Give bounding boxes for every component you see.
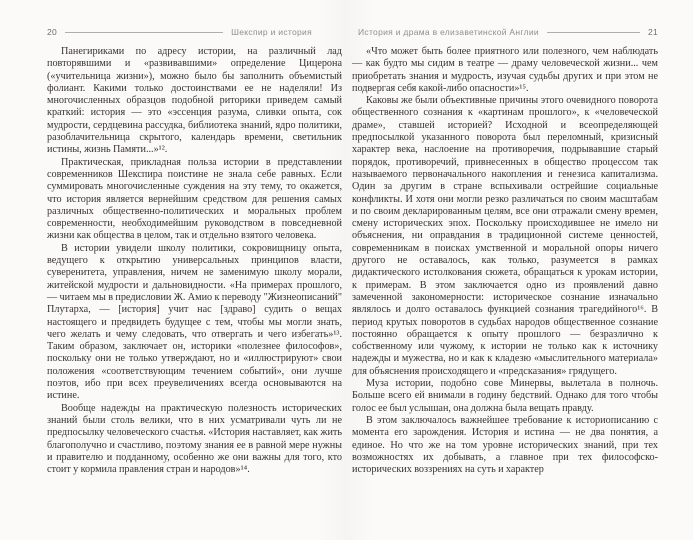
- paragraph: Практическая, прикладная польза истории в представлении современников Шекспира поистине не знала себе равных. Если суммировать многочисленные суждения на эту тему, то окажется, что история является вернейшим средством для решения самых различных общественно-политических и моральных проблем современности, необходимейшим руководством в повседневной жизни как общества в целом, так и отдельно взятого человека.: [47, 156, 342, 242]
- page-right: [352, 27, 658, 476]
- header-rule-left: [65, 32, 223, 33]
- paragraph: Вообще надежды на практическую полезность исторических знаний были столь велики, что в них усматривали чуть ли не предпосылку человеческого счастья. «История наставляет, как жить благополучно и счастливо, поэтому знания ее в равной мере нужны и правителю и подданному, особенно же они важны для того, кто стоит у кормила правления стран и народов»¹⁴.: [47, 402, 342, 476]
- page-body-right: [352, 46, 658, 476]
- paragraph: В этом заключалось важнейшее требование к историописанию с момента его зарождения. История и истина — не два понятия, а единое. Но что же на том уровне исторических знаний, при тех возможностях их добывать, а главное при тех философско-исторических воззрениях на суть и характер: [352, 414, 658, 476]
- page-body-left: [47, 46, 342, 476]
- paragraph: Панегириками по адресу истории, на различный лад повторявшими и «развивавшими» определение Цицерона («учительница жизни»), можно было бы заполнить объемистый фолиант. Какими только достоинствами ее не наделяли! Из многочисленных образцов подобной риторики приведем самый краткий: история — это «эссенция разума, сливки опыта, сок мудрости, сердцевина рассудка, библиотека знаний, ядро политики, разоблачительница скрытого, календарь времени, светильник истины, жизнь Памяти...»¹².: [47, 46, 342, 156]
- paragraph: Муза истории, подобно сове Минервы, вылетала в полночь. Больше всего ей внимали в годину бедствий. Однако для того чтобы голос ее был услышан, она должна была вещать правду.: [352, 378, 658, 414]
- paragraph: В истории увидели школу политики, сокровищницу опыта, ведущего к открытию универсальных принципов власти, суверенитета, управления, ничем не заменимую школу морали, житейской мудрости и дальновидности. «На примерах прошлого, — читаем мы в предисловии Ж. Амио к переводу "Жизнеописаний" Плутарха, — [история] учит нас [здраво] судить о вещах настоящего и предвидеть будущее с тем, чтобы мы могли знать, чего желать и чему следовать, что отвергать и чего избегать»¹³. Таким образом, заключает он, историки «полезнее философов», поскольку они не только утверждают, но и «иллюстрируют» свои положения «соответствующим течением событий», они лучше поэтов, ибо при всех преувеличениях всегда основываются на истине.: [47, 242, 342, 402]
- page-number-left: 20: [47, 27, 58, 37]
- header-rule-right: [547, 32, 640, 33]
- paragraph: Каковы же были объективные причины этого очевидного поворота общественного сознания к «картинам прошлого», к «человеческой драме», ставшей историей? Исходной и всеопределяющей предпосылкой указанного поворота был переломный, кризисный характер века, наслоение на противоречия, подрывавшие старый порядок, противоречий, привнесенных в общество процессом так называемого первоначального накопления и генезиса капитализма. Один за другим в стране вспыхивали острейшие социальные конфликты. И хотя они могли резко различаться по своим масштабам и по своим декларированным целям, все они отражали смену времен, смену исторических эпох. Поскольку происходившее не имело ни объяснения, ни оправдания в традиционной системе ценностей, современникам в поисках умственной и моральной опоры ничего другого не оставалось, как только, разумеется в рамках дидактического истолкования сюжета, обращаться к урокам истории, к примерам. В этом заключается одно из проявлений давно замеченной закономерности: историческое сознание изначально являлось и долго оставалось функцией сознания трагедийного¹⁶. В период крутых поворотов в судьбах народов общественное сознание постоянно обращается к опыту прошлого — безразлично к собственному или чужому, к истории не только как к источнику надежды и мужества, но и как к кладезю «мыслительного материала» для объяснения происходящего и «предсказания» грядущего.: [352, 95, 658, 377]
- page-header-right: [352, 27, 658, 37]
- running-title-right: История и драма в елизаветинской Англии: [358, 27, 539, 37]
- page-header-left: [47, 27, 342, 37]
- paragraph: «Что может быть более приятного или полезного, чем наблюдать — как будто мы сидим в театре — драму человеческой жизни... чем приобретать знания и мудрость, изучая судьбы других и при этом не подвергая себя какой-либо опасности»¹⁵.: [352, 46, 658, 94]
- running-title-left: Шекспир и история: [231, 27, 312, 37]
- page-number-right: 21: [647, 27, 658, 37]
- page-left: [47, 27, 342, 476]
